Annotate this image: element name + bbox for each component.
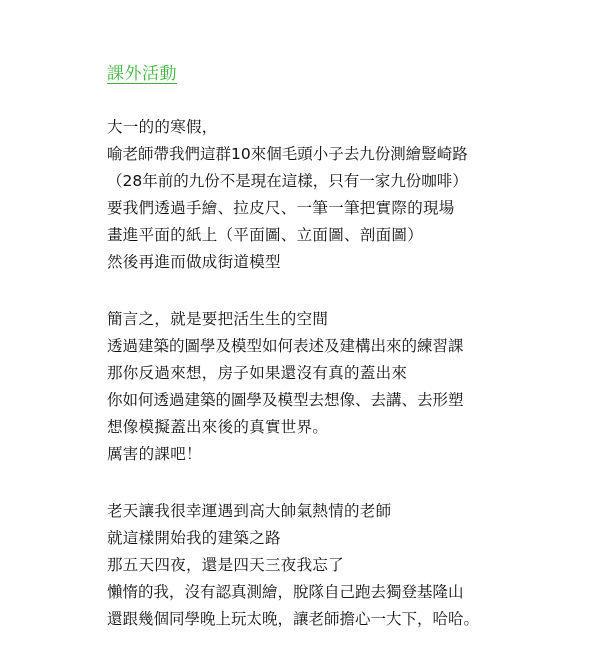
text-line: 簡言之，就是要把活生生的空間 bbox=[107, 310, 329, 328]
text-line: 就這樣開始我的建築之路 bbox=[107, 529, 281, 547]
section-heading: 課外活動 bbox=[107, 64, 177, 84]
text-line: 還跟幾個同學晚上玩太晚，讓老師擔心一大下，哈哈。 bbox=[107, 610, 480, 628]
article-body bbox=[107, 114, 602, 663]
text-line: 老天讓我很幸運遇到高大帥氣熱情的老師 bbox=[107, 502, 392, 520]
paragraph-teacher-memory bbox=[107, 498, 602, 633]
text-line: 你如何透過建築的圖學及模型去想像、去講、去形塑 bbox=[107, 391, 464, 409]
text-line: 想像模擬蓋出來後的真實世界。 bbox=[107, 418, 329, 436]
text-line: 懶惰的我，沒有認真測繪，脫隊自己跑去獨登基隆山 bbox=[107, 583, 464, 601]
text-line: 那五天四夜，還是四天三夜我忘了 bbox=[107, 556, 345, 574]
text-line: 大一的的寒假， bbox=[107, 118, 218, 136]
text-line: 透過建築的圖學及模型如何表述及建構出來的練習課 bbox=[107, 337, 464, 355]
text-line: 厲害的課吧！ bbox=[107, 445, 202, 463]
text-line: 畫進平面的紙上（平面圖、立面圖、剖面圖） bbox=[107, 226, 424, 244]
text-line: 然後再進而做成街道模型 bbox=[107, 253, 281, 271]
text-line: （28年前的九份不是現在這樣，只有一家九份咖啡） bbox=[107, 172, 468, 190]
paragraph-winter-trip bbox=[107, 114, 602, 276]
text-line: 那你反過來想，房子如果還沒有真的蓋出來 bbox=[107, 364, 408, 382]
text-line: 喻老師帶我們這群10來個毛頭小子去九份測繪豎崎路 bbox=[107, 145, 468, 163]
paragraph-space-representation bbox=[107, 306, 602, 468]
text-line: 要我們透過手繪、拉皮尺、一筆一筆把實際的現場 bbox=[107, 199, 455, 217]
